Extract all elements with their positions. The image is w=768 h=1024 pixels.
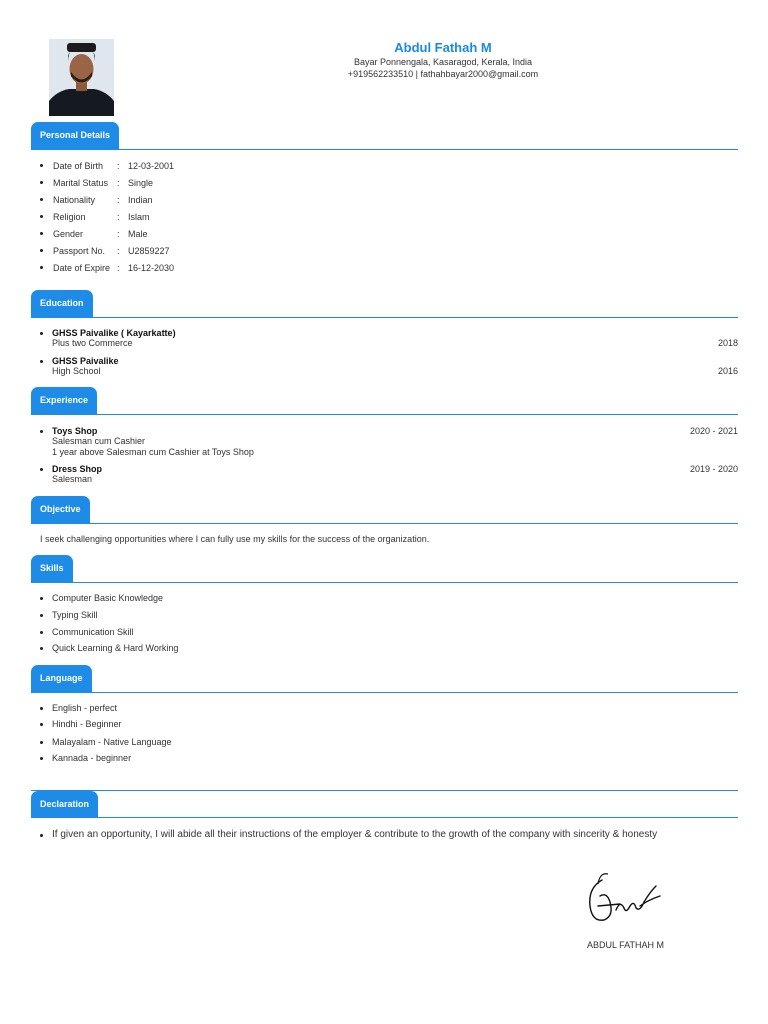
bullet-icon [40, 707, 43, 710]
section-objective [31, 496, 738, 524]
bullet-icon [40, 181, 43, 184]
declaration-text: If given an opportunity, I will abide all their instructions of the employer & contribute to the growth of the company with sincerity & honesty [52, 829, 658, 840]
job-detail: 1 year above Salesman cum Cashier at Toys Shop [52, 447, 254, 457]
personal-key: Marital Status [53, 178, 109, 188]
bullet-icon [40, 468, 43, 471]
education-item [40, 356, 738, 380]
profile-photo [49, 39, 114, 116]
personal-value: 16-12-2030 [128, 263, 175, 273]
candidate-address: Bayar Ponnengala, Kasaragod, Kerala, India [353, 57, 533, 67]
objective-text: I seek challenging opportunities where I can fully use my skills for the success of the organization. [40, 534, 430, 544]
section-divider [31, 582, 738, 583]
section-title: Objective [31, 496, 90, 523]
personal-value: U2859227 [128, 246, 170, 256]
bullet-icon [40, 164, 43, 167]
company-name: Dress Shop [52, 464, 103, 474]
experience-period: 2020 - 2021 [689, 426, 738, 436]
personal-value: Islam [128, 212, 150, 222]
job-role: Salesman [52, 474, 93, 484]
bullet-icon [40, 597, 43, 600]
job-role: Salesman cum Cashier [52, 436, 146, 446]
bullet-icon [40, 631, 43, 634]
personal-value: Single [128, 178, 154, 188]
personal-key: Religion [53, 212, 86, 222]
course-name: Plus two Commerce [52, 338, 133, 348]
bullet-icon [40, 723, 43, 726]
school-name: GHSS Paivalike [52, 356, 119, 366]
bullet-icon [40, 757, 43, 760]
resume-header [300, 40, 586, 80]
company-name: Toys Shop [52, 426, 98, 436]
school-name: GHSS Paivalike ( Kayarkatte) [52, 328, 176, 338]
bullet-icon [40, 266, 43, 269]
section-education [31, 290, 738, 318]
experience-period: 2019 - 2020 [689, 464, 738, 474]
section-divider [31, 817, 738, 818]
section-divider [31, 692, 738, 693]
section-title: Declaration [31, 791, 98, 818]
personal-key: Date of Expire [53, 263, 111, 273]
personal-key: Date of Birth [53, 161, 104, 171]
section-skills [31, 555, 738, 583]
declaration-item [40, 828, 700, 841]
candidate-name: Abdul Fathah M [394, 40, 492, 55]
bullet-icon [40, 430, 43, 433]
section-experience [31, 387, 738, 415]
course-name: High School [52, 366, 101, 376]
section-title: Personal Details [31, 122, 119, 149]
personal-key: Gender [53, 229, 84, 239]
bullet-icon [40, 614, 43, 617]
candidate-contact: +919562233510 | fathahbayar2000@gmail.com [347, 69, 539, 79]
section-divider [31, 414, 738, 415]
handwritten-signature-icon [580, 866, 666, 932]
bullet-icon [40, 741, 43, 744]
section-title: Skills [31, 555, 73, 582]
section-declaration [31, 790, 738, 818]
bullet-icon [40, 232, 43, 235]
personal-value: Indian [128, 195, 153, 205]
bullet-icon [40, 834, 43, 837]
section-title: Education [31, 290, 93, 317]
section-divider [31, 149, 738, 150]
education-year: 2018 [717, 338, 738, 348]
bullet-icon [40, 249, 43, 252]
bullet-icon [40, 647, 43, 650]
bullet-icon [40, 332, 43, 335]
experience-item [40, 464, 738, 488]
education-item [40, 328, 738, 352]
personal-value: Male [128, 229, 148, 239]
section-title: Experience [31, 387, 97, 414]
section-language [31, 665, 738, 693]
personal-key: Passport No. [53, 246, 106, 256]
section-title: Language [31, 665, 92, 692]
section-divider [31, 317, 738, 318]
person-photo-icon [49, 39, 114, 116]
signature-name: ABDUL FATHAH M [587, 940, 665, 950]
bullet-icon [40, 215, 43, 218]
bullet-icon [40, 360, 43, 363]
personal-value: 12-03-2001 [128, 161, 175, 171]
bullet-icon [40, 198, 43, 201]
section-personal-details [31, 122, 738, 150]
personal-key: Nationality [53, 195, 96, 205]
education-year: 2016 [717, 366, 738, 376]
signature-image [580, 866, 666, 932]
experience-item [40, 426, 738, 460]
section-divider [31, 523, 738, 524]
